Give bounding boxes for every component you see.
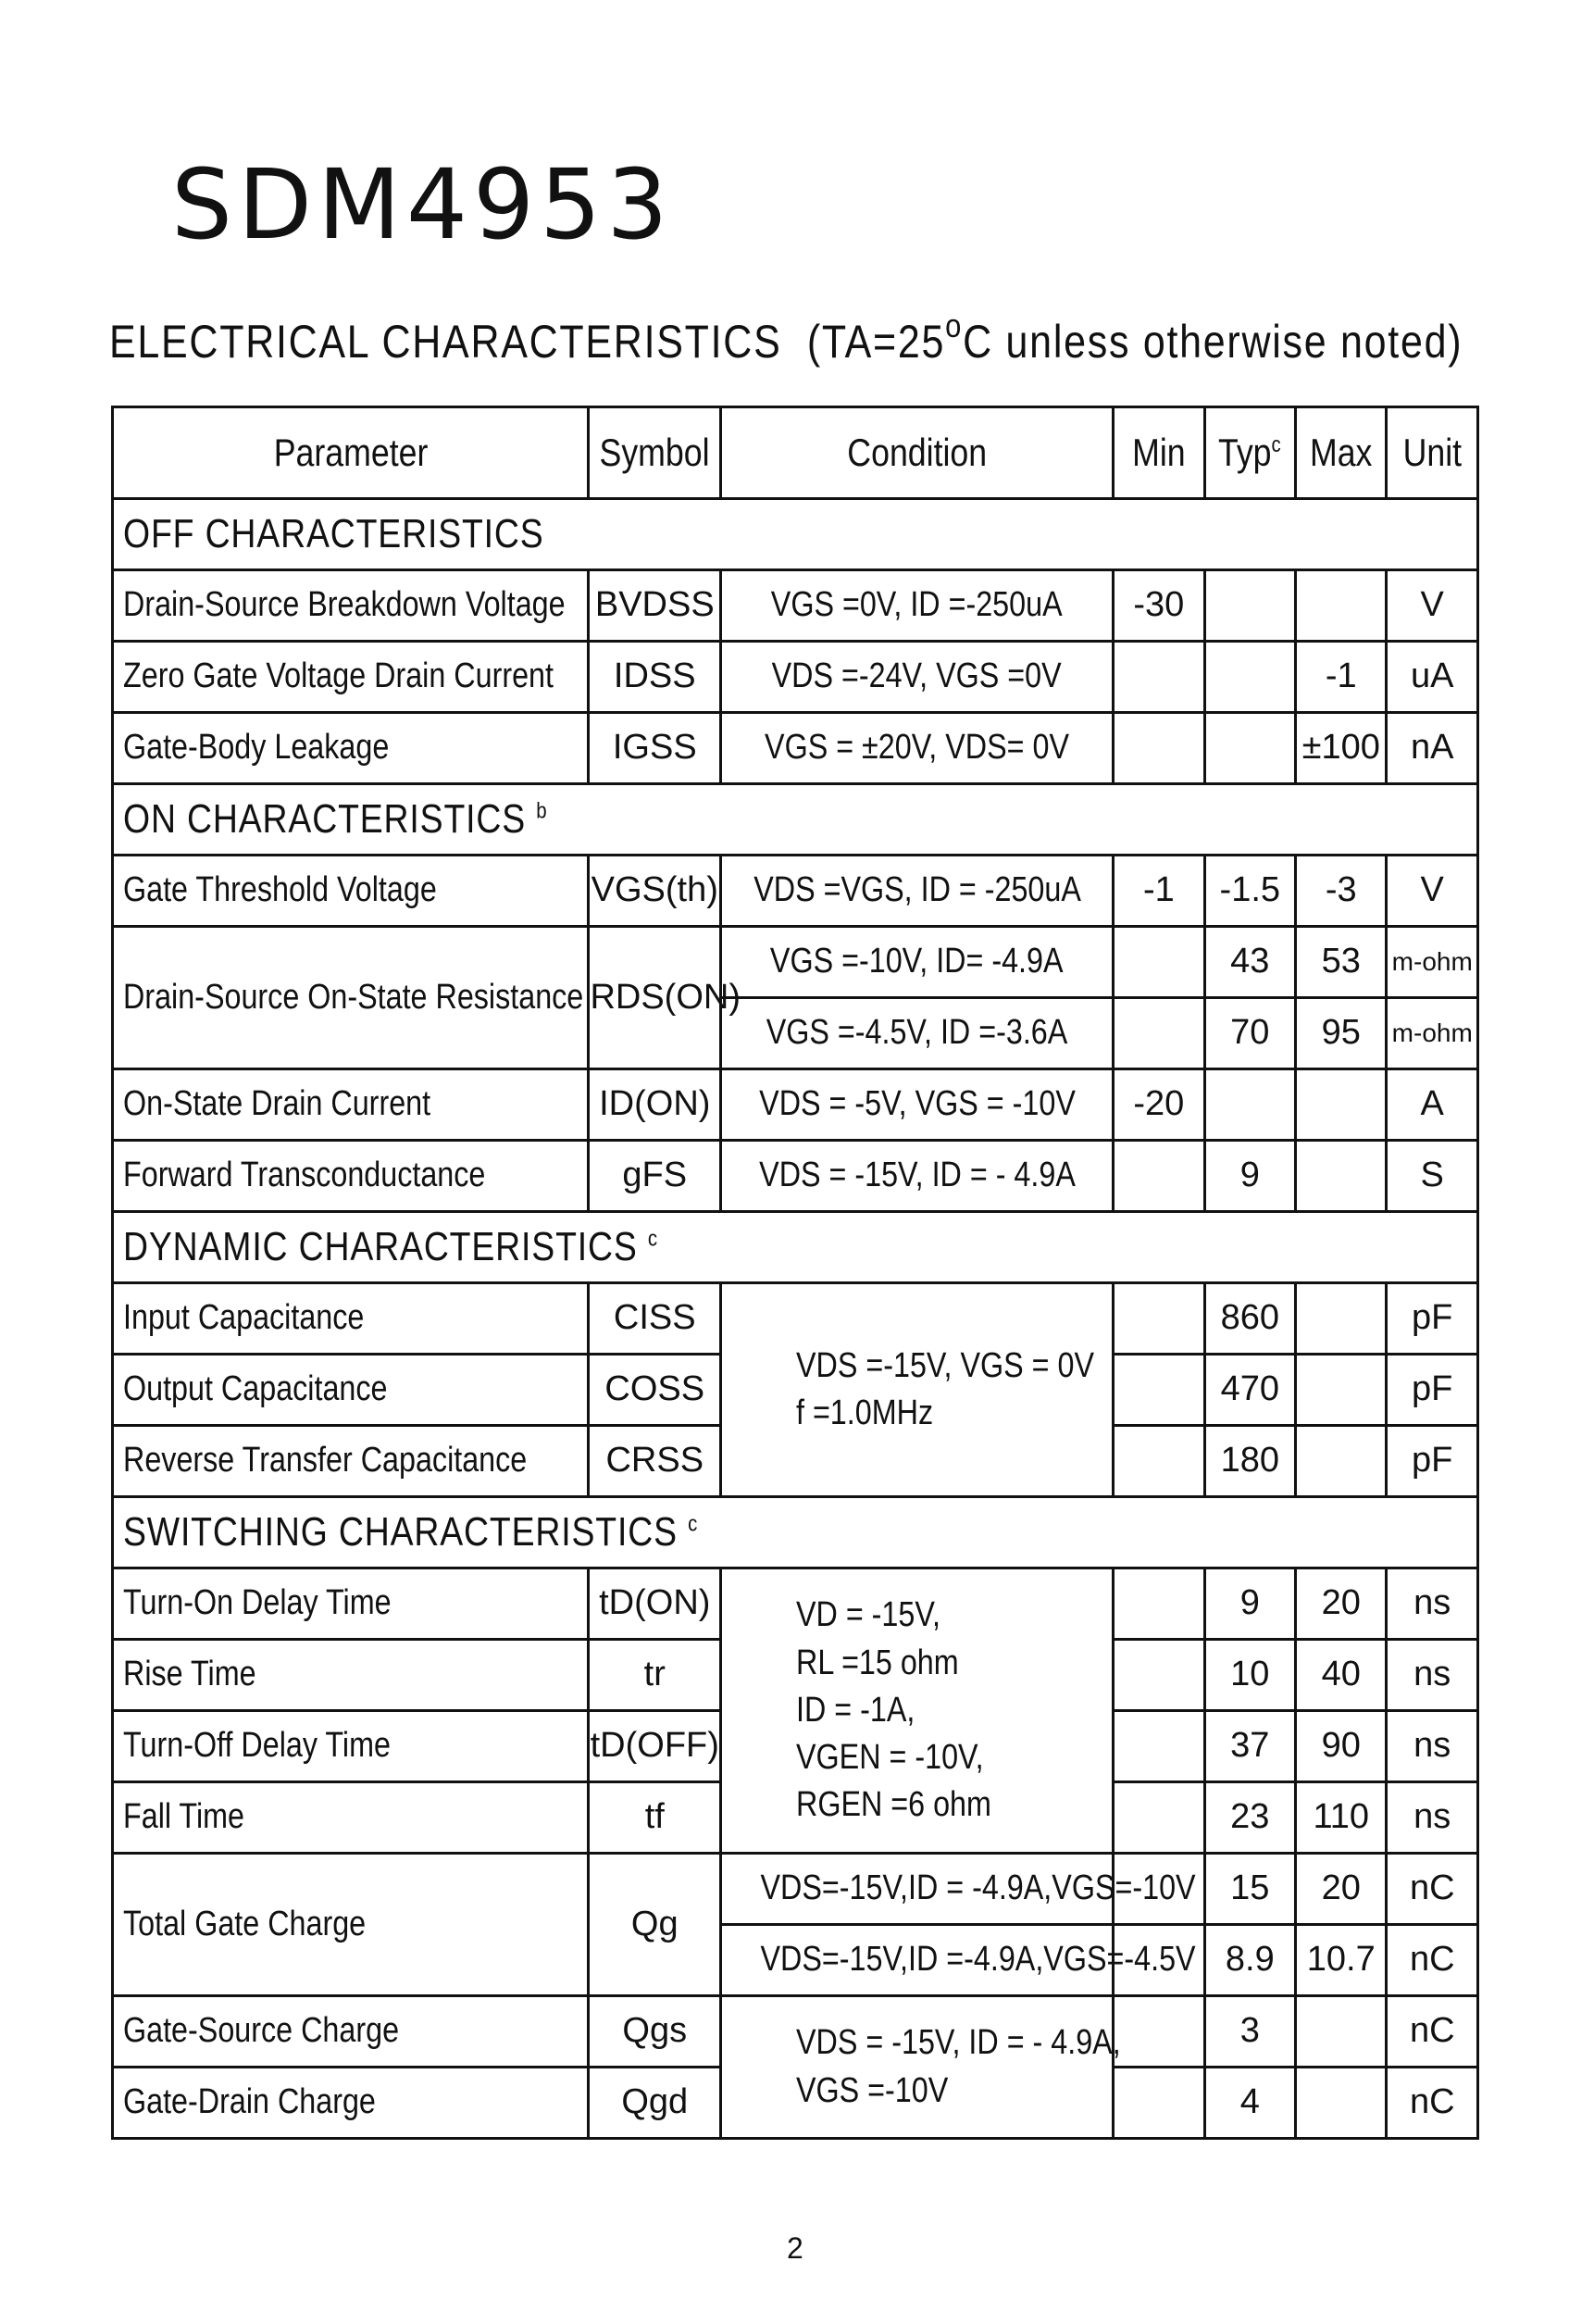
unit: nC	[1387, 1854, 1478, 1925]
header-condition: Condition	[721, 407, 1114, 499]
symbol: tD(OFF)	[589, 1711, 721, 1782]
param-name: Turn-Off Delay Time	[123, 1726, 391, 1766]
charge-condition	[721, 1996, 1121, 2139]
table-row	[113, 570, 1478, 642]
table-row	[113, 927, 1478, 998]
heading-main: ELECTRICAL CHARACTERISTICS	[109, 316, 782, 368]
max-value	[1296, 1426, 1387, 1497]
symbol: CRSS	[589, 1426, 721, 1497]
max-value: 40	[1296, 1640, 1387, 1711]
param-name: Gate-Drain Charge	[123, 2082, 376, 2122]
section-label-switching: SWITCHING CHARACTERISTICS $^c$	[113, 1497, 1478, 1568]
condition: VGS =0V, ID =-250uA	[771, 585, 1064, 625]
unit: pF	[1387, 1355, 1478, 1426]
unit: nC	[1387, 1925, 1478, 1996]
unit: pF	[1387, 1426, 1478, 1497]
unit: A	[1387, 1069, 1478, 1141]
symbol: Qgs	[589, 1996, 721, 2068]
condition-line: VD = -15V,	[796, 1595, 941, 1635]
min-value: -30	[1114, 570, 1204, 642]
max-value: 90	[1296, 1711, 1387, 1782]
table-header-row	[113, 407, 1478, 499]
max-value	[1296, 1996, 1387, 2068]
condition: VGS =-4.5V, ID =-3.6A	[766, 1013, 1068, 1053]
min-value	[1114, 2068, 1204, 2139]
param-name: On-State Drain Current	[123, 1084, 431, 1124]
header-unit: Unit	[1387, 407, 1478, 499]
unit: nC	[1387, 2068, 1478, 2139]
min-value	[1114, 1640, 1204, 1711]
symbol: Qg	[589, 1854, 721, 1996]
min-value	[1114, 1782, 1204, 1854]
section-heading	[109, 306, 1463, 369]
max-value: 95	[1296, 998, 1387, 1069]
typ-value: 4	[1204, 2068, 1295, 2139]
typ-footnote: c	[1271, 431, 1282, 457]
symbol: IDSS	[589, 642, 721, 713]
param-name: Gate-Body Leakage	[123, 728, 390, 768]
section-label-on: ON CHARACTERISTICS $^b$	[113, 784, 1478, 856]
min-value	[1114, 1568, 1204, 1640]
condition: VDS = -5V, VGS = -10V	[758, 1084, 1076, 1124]
max-value	[1296, 570, 1387, 642]
typ-value: 860	[1204, 1283, 1295, 1355]
header-min: Min	[1114, 407, 1204, 499]
table-row	[113, 713, 1478, 784]
unit: V	[1387, 570, 1478, 642]
table-row	[113, 856, 1478, 927]
typ-value: 37	[1204, 1711, 1295, 1782]
max-value: 110	[1296, 1782, 1387, 1854]
typ-value: 9	[1204, 1141, 1295, 1212]
param-name: Turn-On Delay Time	[123, 1583, 392, 1623]
section-label-dynamic: DYNAMIC CHARACTERISTICS $^c$	[113, 1212, 1478, 1283]
table-row	[113, 1283, 1478, 1355]
symbol: RDS(ON)	[589, 927, 721, 1069]
typ-value: 43	[1204, 927, 1295, 998]
typ-value	[1204, 713, 1295, 784]
header-typ: Typ$^c$	[1204, 407, 1295, 499]
condition-line: VGEN = -10V,	[796, 1738, 984, 1778]
table-row	[113, 642, 1478, 713]
unit: ns	[1387, 1568, 1478, 1640]
unit: nA	[1387, 713, 1478, 784]
section-row-off	[113, 499, 1478, 570]
symbol: gFS	[589, 1141, 721, 1212]
condition: VDS =-24V, VGS =0V	[772, 656, 1063, 696]
min-value	[1114, 1711, 1204, 1782]
typ-value: 10	[1204, 1640, 1295, 1711]
page-number: 2	[787, 2231, 803, 2265]
condition: VDS=-15V,ID =-4.9A,VGS=-4.5V	[760, 1940, 1196, 1980]
condition-line: RGEN =6 ohm	[796, 1785, 992, 1825]
max-value	[1296, 1141, 1387, 1212]
condition-line: VGS =-10V	[796, 2070, 949, 2110]
param-name: Forward Transconductance	[123, 1156, 486, 1195]
min-value	[1114, 713, 1204, 784]
max-value: 20	[1296, 1854, 1387, 1925]
condition: VGS = ±20V, VDS= 0V	[765, 728, 1070, 768]
section-footnote: b	[536, 798, 548, 824]
min-value	[1114, 642, 1204, 713]
typ-value: 23	[1204, 1782, 1295, 1854]
section-footnote: c	[647, 1226, 658, 1252]
switching-condition	[721, 1568, 1114, 1854]
max-value: 20	[1296, 1568, 1387, 1640]
param-name: Rise Time	[123, 1655, 256, 1694]
table-row	[113, 1568, 1478, 1640]
param-name: Reverse Transfer Capacitance	[123, 1441, 528, 1481]
unit: S	[1387, 1141, 1478, 1212]
typ-value: -1.5	[1204, 856, 1295, 927]
param-name: Drain-Source Breakdown Voltage	[123, 585, 566, 625]
min-value: -20	[1114, 1069, 1204, 1141]
unit: ns	[1387, 1640, 1478, 1711]
section-row-dynamic	[113, 1212, 1478, 1283]
typ-value: 9	[1204, 1568, 1295, 1640]
symbol: IGSS	[589, 713, 721, 784]
min-value	[1114, 927, 1204, 998]
symbol: tD(ON)	[589, 1568, 721, 1640]
param-name: Gate Threshold Voltage	[123, 870, 437, 910]
symbol: CISS	[589, 1283, 721, 1355]
symbol: VGS(th)	[589, 856, 721, 927]
min-value	[1114, 1426, 1204, 1497]
condition: VDS = -15V, ID = - 4.9A	[758, 1156, 1076, 1195]
typ-value	[1204, 570, 1295, 642]
typ-value	[1204, 642, 1295, 713]
typ-value: 70	[1204, 998, 1295, 1069]
symbol: COSS	[589, 1355, 721, 1426]
typ-value: 3	[1204, 1996, 1295, 2068]
max-value: -1	[1296, 642, 1387, 713]
unit: m-ohm	[1387, 998, 1478, 1069]
degree-symbol: o	[945, 306, 964, 344]
condition-line: RL =15 ohm	[796, 1643, 959, 1682]
section-label-off: OFF CHARACTERISTICS	[113, 499, 1478, 570]
table-row	[113, 1069, 1478, 1141]
unit: pF	[1387, 1283, 1478, 1355]
section-row-switching	[113, 1497, 1478, 1568]
max-value: -3	[1296, 856, 1387, 927]
condition: VDS =VGS, ID = -250uA	[753, 870, 1081, 910]
min-value: -1	[1114, 856, 1204, 927]
max-value: 53	[1296, 927, 1387, 998]
max-value	[1296, 1283, 1387, 1355]
param-name: Drain-Source On-State Resistance	[123, 977, 584, 1017]
condition: VDS=-15V,ID = -4.9A,VGS=-10V	[760, 1868, 1196, 1908]
condition-line: VDS = -15V, ID = - 4.9A,	[796, 2023, 1121, 2063]
max-value: ±100	[1296, 713, 1387, 784]
header-parameter: Parameter	[113, 407, 589, 499]
typ-value	[1204, 1069, 1295, 1141]
typ-value: 470	[1204, 1355, 1295, 1426]
symbol: BVDSS	[589, 570, 721, 642]
symbol: tf	[589, 1782, 721, 1854]
header-max: Max	[1296, 407, 1387, 499]
header-symbol: Symbol	[589, 407, 721, 499]
param-name: Total Gate Charge	[123, 1904, 367, 1943]
condition-line: VDS =-15V, VGS = 0V	[796, 1345, 1095, 1385]
unit: uA	[1387, 642, 1478, 713]
electrical-characteristics-table	[111, 406, 1479, 2140]
capacitance-condition	[721, 1283, 1114, 1497]
document-title: SDM4953	[171, 148, 674, 261]
unit: ns	[1387, 1711, 1478, 1782]
table-row	[113, 1141, 1478, 1212]
typ-value: 8.9	[1204, 1925, 1295, 1996]
unit: nC	[1387, 1996, 1478, 2068]
param-name: Fall Time	[123, 1797, 245, 1837]
section-row-on	[113, 784, 1478, 856]
unit: ns	[1387, 1782, 1478, 1854]
max-value	[1296, 1069, 1387, 1141]
max-value	[1296, 2068, 1387, 2139]
param-name: Output Capacitance	[123, 1369, 388, 1409]
symbol: Qgd	[589, 2068, 721, 2139]
param-name: Zero Gate Voltage Drain Current	[123, 656, 554, 696]
param-name: Gate-Source Charge	[123, 2011, 400, 2051]
condition-line: f =1.0MHz	[796, 1393, 934, 1432]
table-row	[113, 1996, 1478, 2068]
typ-value: 180	[1204, 1426, 1295, 1497]
heading-condition-pre: (TA=25	[806, 316, 946, 368]
condition-line: ID = -1A,	[796, 1690, 915, 1730]
param-name: Input Capacitance	[123, 1298, 365, 1338]
typ-value: 15	[1204, 1854, 1295, 1925]
min-value	[1114, 1141, 1204, 1212]
heading-condition-post: C unless otherwise noted)	[963, 316, 1463, 368]
max-value: 10.7	[1296, 1925, 1387, 1996]
table-row	[113, 1854, 1478, 1925]
min-value	[1114, 998, 1204, 1069]
unit: V	[1387, 856, 1478, 927]
unit: m-ohm	[1387, 927, 1478, 998]
symbol: ID(ON)	[589, 1069, 721, 1141]
section-footnote: c	[688, 1511, 699, 1537]
symbol: tr	[589, 1640, 721, 1711]
max-value	[1296, 1355, 1387, 1426]
condition: VGS =-10V, ID= -4.9A	[770, 942, 1064, 981]
